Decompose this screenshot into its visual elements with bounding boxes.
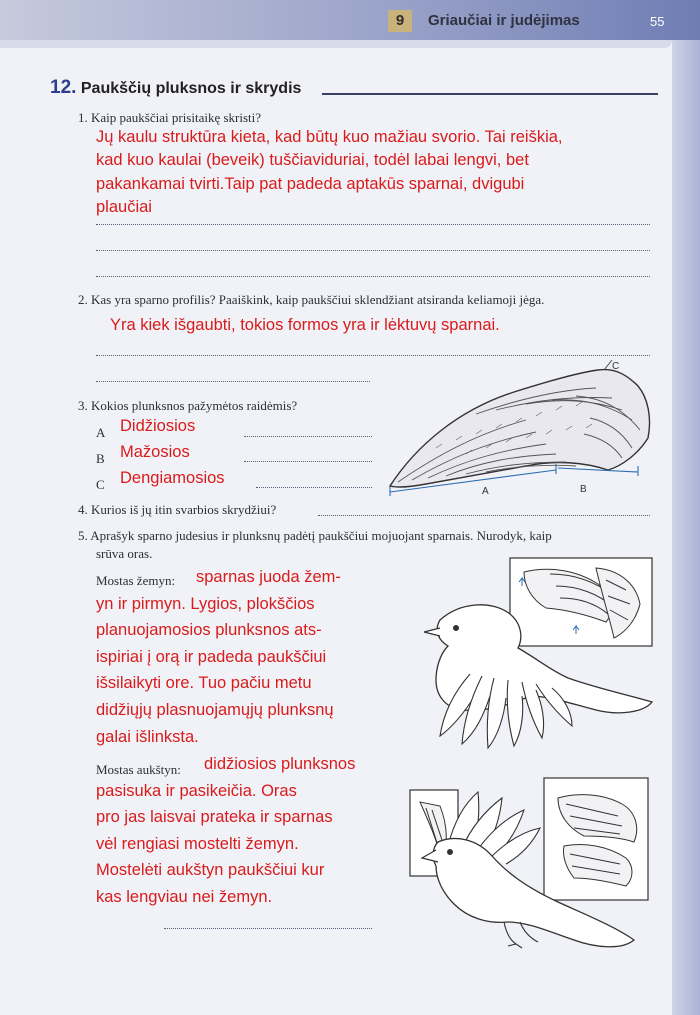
page-number: 55 bbox=[650, 14, 665, 29]
answer-5-up-line: vėl rengiasi mostelti žemyn. bbox=[96, 834, 299, 853]
up-stroke-label: Mostas aukštyn: bbox=[96, 762, 181, 777]
header-underline bbox=[0, 40, 672, 48]
answer-1[interactable] bbox=[96, 126, 563, 220]
answer-3b[interactable]: Mažosios bbox=[120, 443, 190, 461]
answer-line bbox=[96, 276, 650, 277]
answer-line bbox=[96, 355, 650, 356]
answer-line bbox=[96, 381, 370, 382]
answer-3a[interactable]: Didžiosios bbox=[120, 417, 196, 435]
down-stroke-label: Mostas žemyn: bbox=[96, 573, 176, 588]
answer-5-up-line: Mostelėti aukštyn paukščiui kur bbox=[96, 861, 325, 880]
section-number: 12. bbox=[50, 77, 77, 98]
answer-5-down[interactable] bbox=[96, 564, 341, 750]
answer-5-down-line: išsilaikyti ore. Tuo pačiu metu bbox=[96, 674, 312, 693]
section-title bbox=[50, 77, 301, 99]
answer-line bbox=[244, 436, 372, 437]
answer-2[interactable]: Yra kiek išgaubti, tokios formos yra ir lėktuvų sparnai. bbox=[110, 316, 500, 334]
answer-5-up-line: didžiosios plunksnos bbox=[204, 755, 356, 773]
answer-1-line: pakankamai tvirti.Taip pat padeda aptakūs sparnai, dvigubi bbox=[96, 174, 525, 193]
answer-5-up-line: kas lengviau nei žemyn. bbox=[96, 887, 273, 906]
question-4: 4. Kurios iš jų itin svarbios skrydžiui? bbox=[78, 502, 277, 517]
answer-5-down-line: yn ir pirmyn. Lygios, plokščios bbox=[96, 594, 315, 613]
answer-line bbox=[96, 250, 650, 251]
answer-5-down-line: galai išlinksta. bbox=[96, 727, 199, 746]
answer-1-line: kad kuo kaulai (beveik) tuščiaviduriai, todėl labai lengvi, bet bbox=[96, 151, 529, 170]
chapter-title: Griaučiai ir judėjimas bbox=[428, 12, 580, 29]
question-2: 2. Kas yra sparno profilis? Paaiškink, kaip paukščiui sklendžiant atsiranda keliamoji jėga. bbox=[78, 292, 545, 307]
answer-line bbox=[244, 461, 372, 462]
option-letter-c: C bbox=[96, 477, 105, 492]
option-letter-a: A bbox=[96, 425, 106, 440]
answer-5-up-line: pasisuka ir pasikeičia. Oras bbox=[96, 781, 297, 800]
bird-downstroke-figure bbox=[400, 550, 662, 760]
answer-3c[interactable]: Dengiamosios bbox=[120, 469, 225, 487]
page-header bbox=[0, 0, 700, 40]
answer-line bbox=[164, 928, 372, 929]
answer-5-down-line: sparnas juoda žem- bbox=[196, 568, 341, 586]
wing-figure bbox=[376, 358, 666, 500]
answer-5-up-line: pro jas laisvai prateka ir sparnas bbox=[96, 808, 333, 827]
figure-label-a: A bbox=[482, 486, 489, 497]
option-letter-b: B bbox=[96, 451, 105, 466]
question-1: 1. Kaip paukščiai prisitaikę skristi? bbox=[78, 110, 262, 125]
question-5-line2: srūva oras. bbox=[96, 546, 153, 561]
answer-5-up[interactable] bbox=[96, 751, 355, 911]
answer-line bbox=[256, 487, 372, 488]
answer-line bbox=[96, 224, 650, 225]
question-3: 3. Kokios plunksnos pažymėtos raidėmis? bbox=[78, 398, 298, 413]
answer-5-down-line: ispiriai į orą ir padeda paukščiui bbox=[96, 647, 327, 666]
answer-5-down-line: didžiųjų plasnuojamųjų plunksnų bbox=[96, 700, 334, 719]
question-5-line1: 5. Aprašyk sparno judesius ir plunksnų padėtį paukščiui mojuojant sparnais. Nurodyk, kaip bbox=[78, 528, 552, 543]
section-rule bbox=[322, 93, 658, 95]
answer-1-line: Jų kaulu struktūra kieta, kad būtų kuo mažiau svorio. Tai reiškia, bbox=[96, 128, 563, 146]
chapter-number: 9 bbox=[388, 10, 412, 32]
figure-label-b: B bbox=[580, 484, 587, 495]
answer-5-down-line: planuojamosios plunksnos ats- bbox=[96, 621, 322, 640]
section-title-text: Paukščių pluksnos ir skrydis bbox=[80, 80, 302, 97]
page-edge-band bbox=[672, 40, 700, 1015]
answer-line bbox=[318, 515, 650, 516]
bird-upstroke-figure bbox=[408, 776, 654, 972]
answer-1-line: plaučiai bbox=[96, 198, 152, 217]
figure-label-c: C bbox=[612, 361, 620, 372]
